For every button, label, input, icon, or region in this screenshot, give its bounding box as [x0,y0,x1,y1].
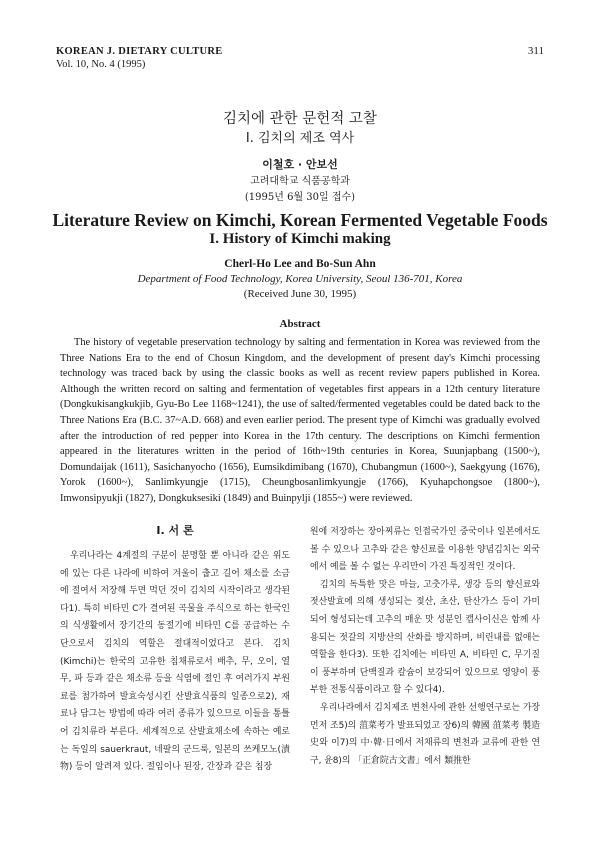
english-authors: Cherl-Ho Lee and Bo-Sun Ahn [224,258,376,270]
section-heading: I. 서 론 [156,524,194,537]
paragraph: 김치의 독특한 맛은 마늘, 고춧가루, 생강 등의 향신료와 젓산발효에 의해 생성되는 젖산, 초산, 탄산가스 등이 가미되어 형성되는데 고추의 매운 맛 성분인 캡사이신은 함께 사용되는 젓갈의 지방산의 산화를 방지하며, 비린내를 없애는 역할을 한다3). 또한 김치에는 비타민 A, 비타민 C, 무기질이 풍부하며 단백질과 칼슘이 보강되어 있으므로 영양이 풍부한 전통식품이라고 할 수 있다4). [310,579,540,696]
abstract-heading: Abstract [279,318,321,330]
journal-header [56,45,223,71]
paragraph: 우리나라는 4계절의 구분이 분명할 뿐 아니라 같은 위도에 있는 다른 나라에 비하여 겨울이 춥고 길어 채소를 소금에 절여서 저장해 두면 먹던 것이 김치의 시작이라고 생각된다1). 특히 비타민 C가 결여된 곡물을 주식으로 하는 한국인의 식생활에서 장기간의 동절기에 비타민 C를 공급하는 수단으로서 김치의 역할은 절대적이었다고 본다. 김치(Kimchi)는 한국의 고유한 침채류로서 배추, 무, 오이, 열무, 파 등과 같은 채소류 등을 식염에 절인 후 여러가지 부원료를 첨가하여 발효숙성시킨 산발효식품의 일종으로2), 재료나 담그는 방법에 따라 여러 종류가 있으므로 이들을 통틀어 김치류라 부른다. 세계적으로 산발효채소에 속하는 예로는 독일의 sauerkraut, 네팔의 군드룩, 일본의 쓰케모노(漬物) 등이 알려져 있다. 절임이나 된장, 간장과 같은 침장 [60,551,290,773]
journal-name: KOREAN J. DIETARY CULTURE [56,46,223,57]
english-subtitle: I. History of Kimchi making [209,231,391,247]
body-column-left [60,524,290,777]
english-received-date: (Received June 30, 1995) [243,288,357,300]
page-number: 311 [527,45,544,57]
abstract-text: The history of vegetable preservation technology by salting and fermentation in Korea was reviewed from the Three Nations Era to the end of Chosun Kingdom, and the development of present day's Kimchi processing technology was traced back by using the classic books as well as recent review papers published in Korea. Although the written record on salting and fermentation of vegetables first appears in a 12th century literature (Dongkukisangkukjib, Gyu-Bo Lee 1168~1241), the use of salted/fermented vegetables could be dated back to the Three Nations Era (B.C. 37~A.D. 668) and even earlier period. The present type of Kimchi was gradually evolved after the introduction of red pepper into Korea in the 17th century. The descriptions on Kimchi fermention appeared in the literatures written in the period of 16th~19th centuries in Korea, Suunjapbang (1500~), Domundaijak (1611), Sasichanyocho (1656), Eumsikdimibang (1670), Chubangmun (1600~), Saekgyung (1676), Yorok (1600~), Sanlimkyungje (1715), Cheungbosanlimkyungje (1766), Kyuhapchongsoe (1800~), Imwonsipyukji (1827), Dongkuksesiki (1849) and Buinpylji (1855~) were reviewed. [60,337,540,504]
paragraph: 원에 저장하는 장아찌류는 인접국가인 중국이나 일본에서도 볼 수 있으나 고추와 같은 향신료를 이용한 양념김치는 외국에서 예를 볼 수 없는 우리만이 가진 특징적인 것이다. [310,527,540,573]
korean-affiliation: 고려대학교 식품공학과 [250,176,350,187]
korean-subtitle: I. 김치의 제조 역사 [245,131,355,146]
english-title: Literature Review on Kimchi, Korean Fermented Vegetable Foods [52,210,548,230]
korean-received-date: (1995년 6월 30일 접수) [244,192,356,203]
body-column-right [310,524,540,770]
paragraph: 우리나라에서 김치제조 변천사에 관한 선행연구로는 가장 먼저 조5)의 菹菜考가 발표되었고 장6)의 韓國 菹菜考 製造史와 이7)의 中·韓·日에서 저채류의 변천과 교류에 관한 연구, 윤8)의 「正倉院古文書」에서 類推한 [310,702,540,766]
english-affiliation: Department of Food Technology, Korea University, Seoul 136-701, Korea [137,273,463,285]
journal-volume: Vol. 10, No. 4 (1995) [56,59,146,70]
korean-title: 김치에 관한 문헌적 고찰 [223,111,377,127]
korean-authors: 이철호 · 안보선 [262,158,338,171]
